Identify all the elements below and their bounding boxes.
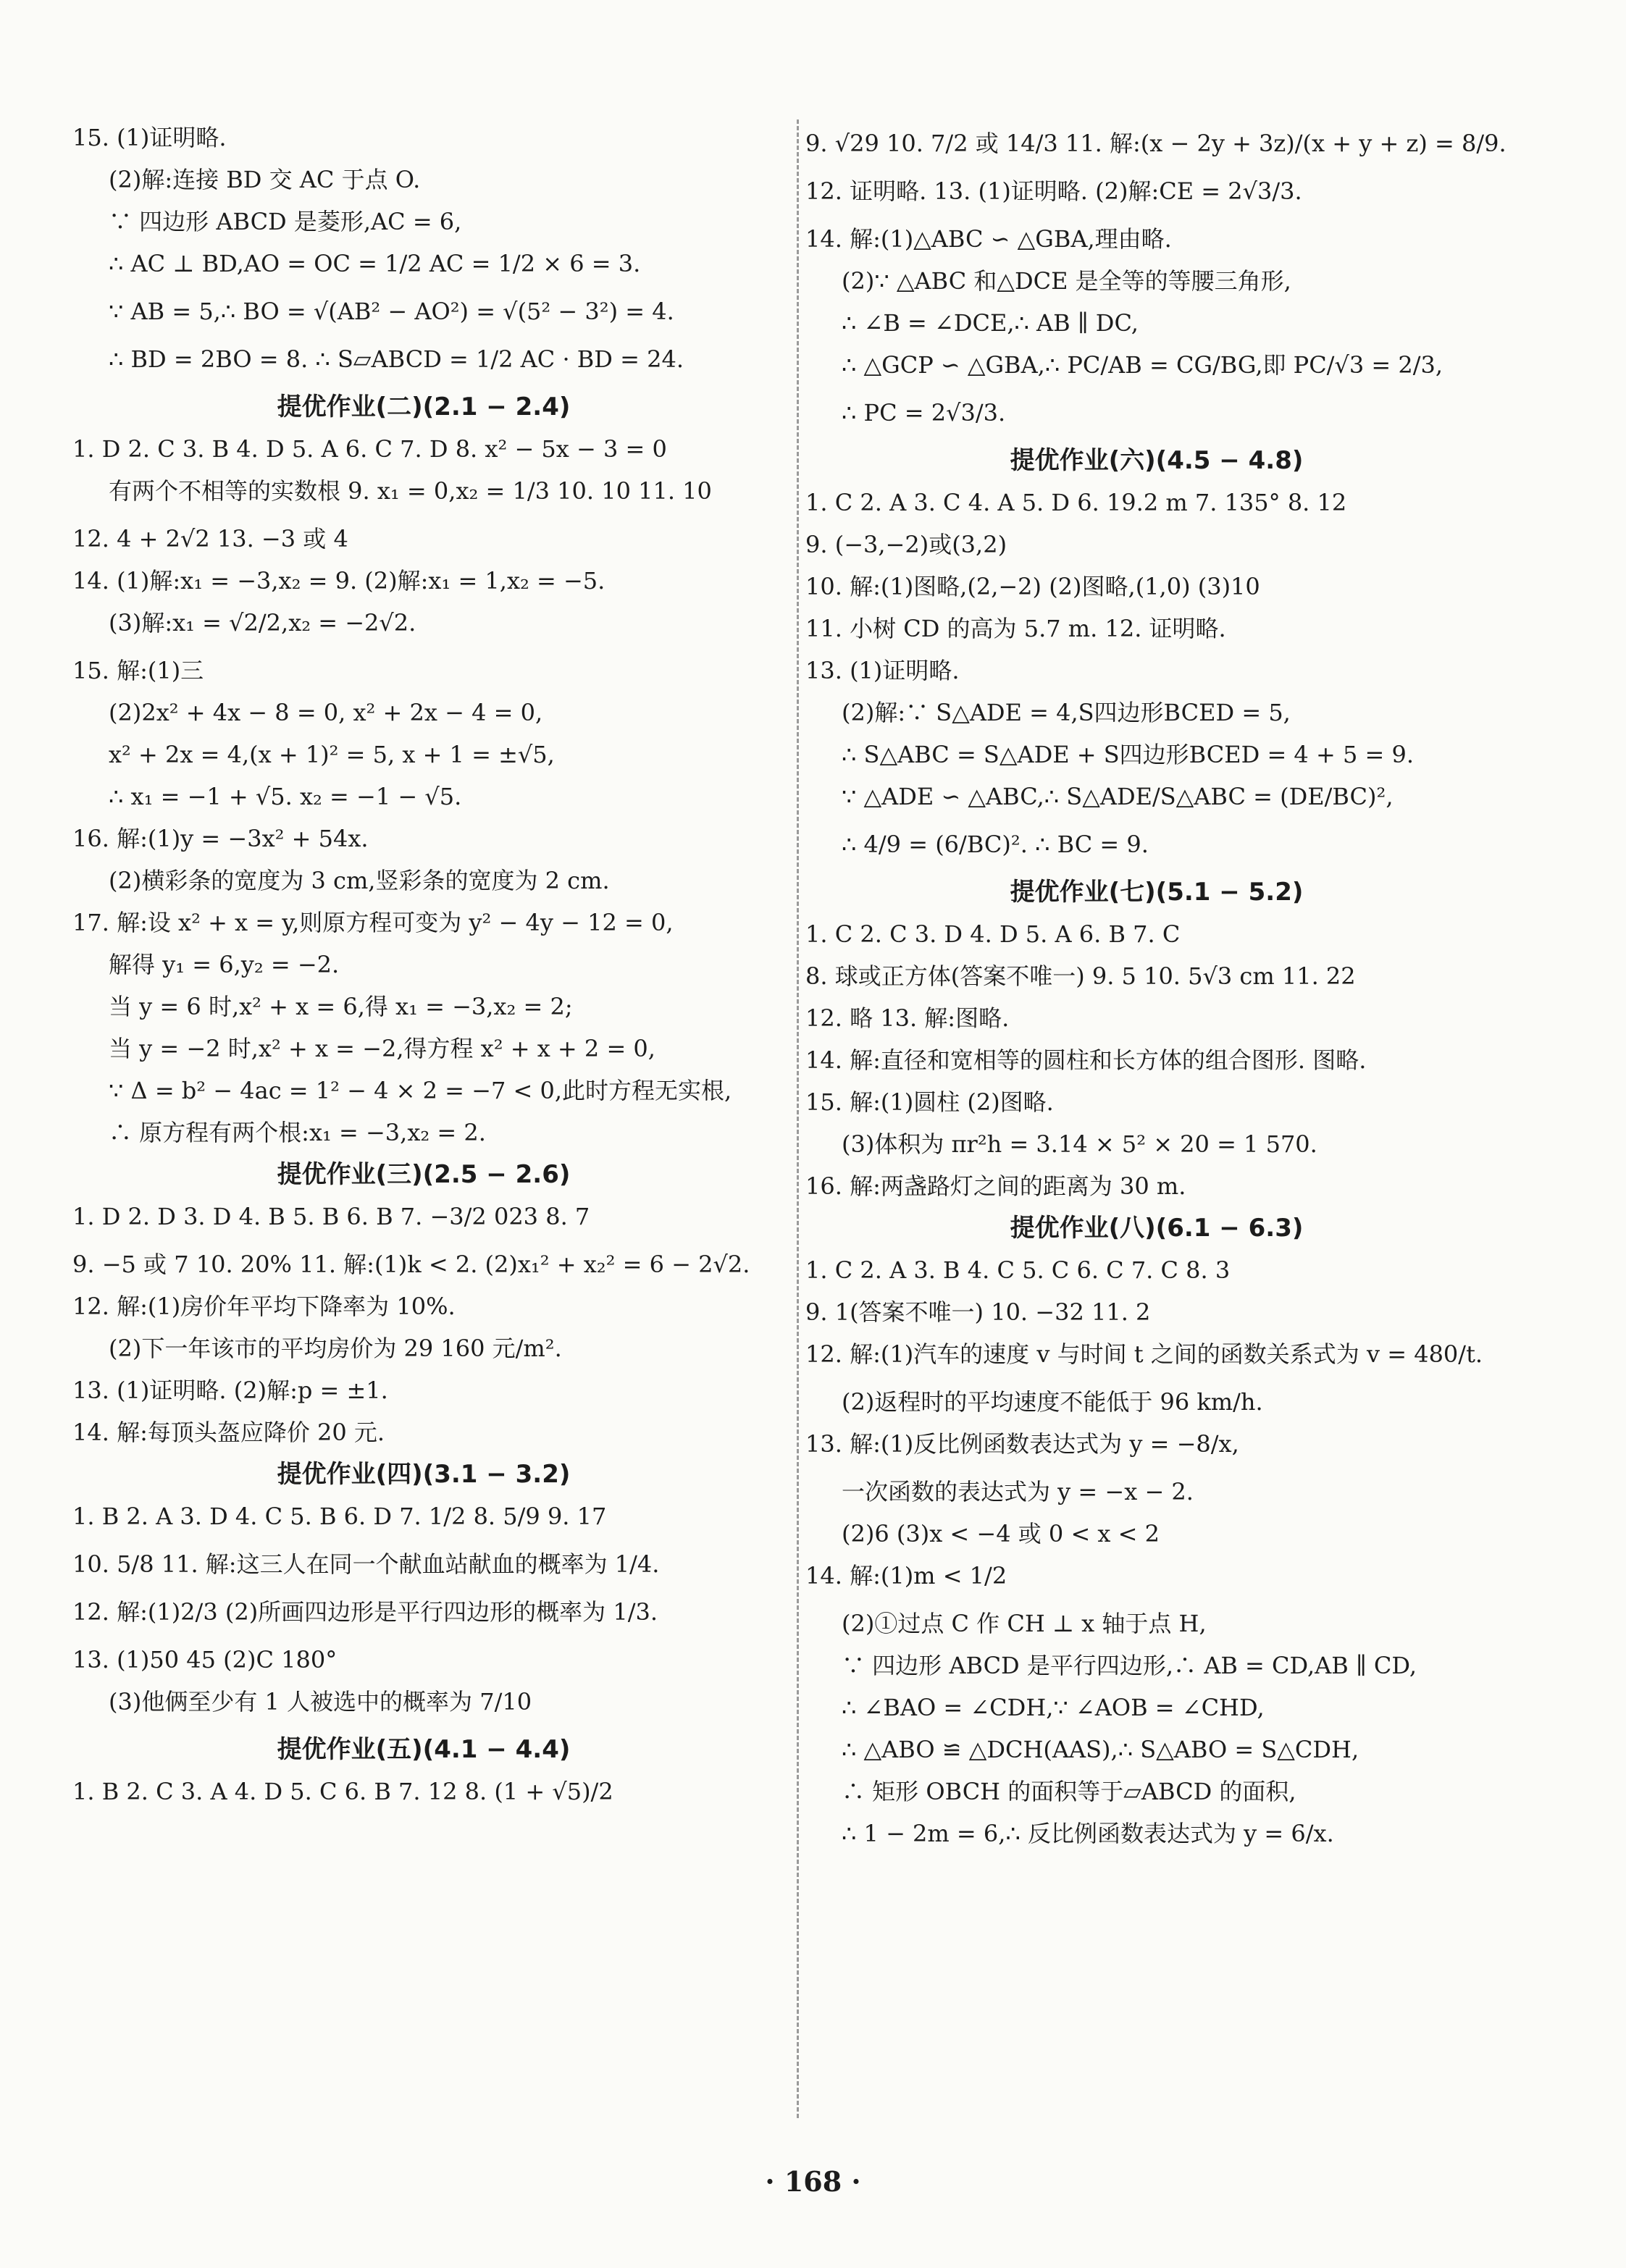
answer-line: (2)解:∵ S△ADE = 4,S四边形BCED = 5, bbox=[842, 699, 1291, 726]
answer-line: 1. C 2. C 3. D 4. D 5. A 6. B 7. C bbox=[805, 920, 1181, 948]
answer-line: 12. 4 + 2√2 13. −3 或 4 bbox=[72, 525, 348, 553]
section-heading: 提优作业(七)(5.1 − 5.2) bbox=[1010, 878, 1304, 907]
answer-line: (2)解:连接 BD 交 AC 于点 O. bbox=[109, 166, 421, 193]
answer-line: ∴ ∠BAO = ∠CDH,∵ ∠AOB = ∠CHD, bbox=[842, 1694, 1265, 1721]
answer-line: 17. 解:设 x² + x = y,则原方程可变为 y² − 4y − 12 = 0, bbox=[72, 909, 674, 936]
answer-line: 有两个不相等的实数根 9. x₁ = 0,x₂ = 1/3 10. 10 11. 10 bbox=[109, 477, 712, 505]
answer-line: 1. D 2. D 3. D 4. B 5. B 6. B 7. −3/2 023 8. 7 bbox=[72, 1203, 590, 1230]
answer-line: x² + 2x = 4,(x + 1)² = 5, x + 1 = ±√5, bbox=[109, 741, 555, 768]
answer-line: 12. 证明略. 13. (1)证明略. (2)解:CE = 2√3/3. bbox=[805, 177, 1302, 205]
answer-line: 解得 y₁ = 6,y₂ = −2. bbox=[109, 951, 340, 978]
answer-line: ∴ △GCP ∽ △GBA,∴ PC/AB = CG/BG,即 PC/√3 = 2/3, bbox=[842, 351, 1443, 379]
answer-line: (2)①过点 C 作 CH ⊥ x 轴于点 H, bbox=[842, 1610, 1207, 1637]
answer-line: ∴ 4/9 = (6/BC)². ∴ BC = 9. bbox=[842, 831, 1149, 858]
column-divider bbox=[797, 119, 799, 2118]
answer-line: 14. 解:(1)m < 1/2 bbox=[805, 1562, 1007, 1589]
answer-line: (3)解:x₁ = √2/2,x₂ = −2√2. bbox=[109, 609, 416, 637]
answer-line: 1. C 2. A 3. B 4. C 5. C 6. C 7. C 8. 3 bbox=[805, 1256, 1231, 1284]
answer-line: 9. (−3,−2)或(3,2) bbox=[805, 531, 1007, 558]
answer-line: 13. 解:(1)反比例函数表达式为 y = −8/x, bbox=[805, 1430, 1239, 1458]
answer-line: ∴ x₁ = −1 + √5. x₂ = −1 − √5. bbox=[109, 783, 462, 810]
section-heading: 提优作业(二)(2.1 − 2.4) bbox=[277, 392, 571, 421]
answer-line: 16. 解:(1)y = −3x² + 54x. bbox=[72, 825, 369, 852]
answer-line: 10. 解:(1)图略,(2,−2) (2)图略,(1,0) (3)10 bbox=[805, 573, 1260, 600]
answer-line: ∵ AB = 5,∴ BO = √(AB² − AO²) = √(5² − 3²) = 4. bbox=[109, 298, 674, 325]
answer-line: 12. 解:(1)汽车的速度 v 与时间 t 之间的函数关系式为 v = 480/t. bbox=[805, 1340, 1483, 1368]
answer-line: 14. 解:直径和宽相等的圆柱和长方体的组合图形. 图略. bbox=[805, 1046, 1367, 1074]
answer-line: ∴ ∠B = ∠DCE,∴ AB ∥ DC, bbox=[842, 309, 1139, 337]
answer-line: ∵ △ADE ∽ △ABC,∴ S△ADE/S△ABC = (DE/BC)², bbox=[842, 783, 1394, 810]
answer-line: 12. 解:(1)房价年平均下降率为 10%. bbox=[72, 1293, 456, 1320]
answer-line: 14. 解:(1)△ABC ∽ △GBA,理由略. bbox=[805, 225, 1172, 253]
answer-line: ∴ △ABO ≌ △DCH(AAS),∴ S△ABO = S△CDH, bbox=[842, 1736, 1359, 1763]
answer-line: 1. B 2. A 3. D 4. C 5. B 6. D 7. 1/2 8. 5/9 9. 17 bbox=[72, 1503, 607, 1530]
section-heading: 提优作业(八)(6.1 − 6.3) bbox=[1010, 1214, 1304, 1243]
answer-line: ∴ 原方程有两个根:x₁ = −3,x₂ = 2. bbox=[109, 1119, 486, 1146]
section-heading: 提优作业(五)(4.1 − 4.4) bbox=[277, 1735, 571, 1764]
answer-line: 1. D 2. C 3. B 4. D 5. A 6. C 7. D 8. x² − 5x − 3 = 0 bbox=[72, 435, 667, 463]
answer-line: ∴ S△ABC = S△ADE + S四边形BCED = 4 + 5 = 9. bbox=[842, 741, 1414, 768]
answer-line: 1. B 2. C 3. A 4. D 5. C 6. B 7. 12 8. (1 + √5)/2 bbox=[72, 1778, 613, 1805]
answer-line: ∴ AC ⊥ BD,AO = OC = 1/2 AC = 1/2 × 6 = 3. bbox=[109, 250, 641, 277]
section-heading: 提优作业(三)(2.5 − 2.6) bbox=[277, 1160, 571, 1189]
answer-line: 11. 小树 CD 的高为 5.7 m. 12. 证明略. bbox=[805, 615, 1226, 642]
answer-line: 16. 解:两盏路灯之间的距离为 30 m. bbox=[805, 1172, 1186, 1200]
answer-line: 当 y = −2 时,x² + x = −2,得方程 x² + x + 2 = 0, bbox=[109, 1035, 655, 1062]
answer-line: 10. 5/8 11. 解:这三人在同一个献血站献血的概率为 1/4. bbox=[72, 1550, 660, 1578]
answer-line: 13. (1)证明略. (2)解:p = ±1. bbox=[72, 1377, 388, 1404]
answer-line: 12. 略 13. 解:图略. bbox=[805, 1004, 1010, 1032]
answer-line: ∴ 矩形 OBCH 的面积等于▱ABCD 的面积, bbox=[842, 1778, 1296, 1805]
answer-line: 13. (1)证明略. bbox=[805, 657, 960, 684]
answer-line: (3)体积为 πr²h = 3.14 × 5² × 20 = 1 570. bbox=[842, 1130, 1317, 1158]
answer-line: (3)他俩至少有 1 人被选中的概率为 7/10 bbox=[109, 1688, 532, 1715]
answer-line: (2)返程时的平均速度不能低于 96 km/h. bbox=[842, 1388, 1263, 1416]
answer-line: 9. 1(答案不唯一) 10. −32 11. 2 bbox=[805, 1298, 1151, 1326]
answer-line: ∵ 四边形 ABCD 是菱形,AC = 6, bbox=[109, 208, 462, 235]
answer-line: 15. 解:(1)三 bbox=[72, 657, 204, 684]
answer-line: 一次函数的表达式为 y = −x − 2. bbox=[842, 1478, 1194, 1505]
answer-line: 13. (1)50 45 (2)C 180° bbox=[72, 1646, 338, 1673]
answer-line: 当 y = 6 时,x² + x = 6,得 x₁ = −3,x₂ = 2; bbox=[109, 993, 573, 1020]
answer-line: (2)下一年该市的平均房价为 29 160 元/m². bbox=[109, 1335, 562, 1362]
answer-line: 12. 解:(1)2/3 (2)所画四边形是平行四边形的概率为 1/3. bbox=[72, 1598, 658, 1626]
answer-line: (2)6 (3)x < −4 或 0 < x < 2 bbox=[842, 1520, 1160, 1547]
answer-line: ∴ BD = 2BO = 8. ∴ S▱ABCD = 1/2 AC · BD = 24. bbox=[109, 345, 684, 373]
answer-line: 14. (1)解:x₁ = −3,x₂ = 9. (2)解:x₁ = 1,x₂ = −5. bbox=[72, 567, 605, 595]
answer-line: (2)2x² + 4x − 8 = 0, x² + 2x − 4 = 0, bbox=[109, 699, 543, 726]
left-column bbox=[72, 123, 775, 1825]
answer-line: 14. 解:每顶头盔应降价 20 元. bbox=[72, 1419, 385, 1446]
page-number: · 168 · bbox=[765, 2165, 861, 2198]
answer-line: ∴ PC = 2√3/3. bbox=[842, 399, 1006, 427]
answer-line: 8. 球或正方体(答案不唯一) 9. 5 10. 5√3 cm 11. 22 bbox=[805, 962, 1356, 990]
answer-line: 9. −5 或 7 10. 20% 11. 解:(1)k < 2. (2)x₁² + x₂² = 6 − 2√2. bbox=[72, 1251, 750, 1278]
answer-line: 1. C 2. A 3. C 4. A 5. D 6. 19.2 m 7. 135° 8. 12 bbox=[805, 489, 1347, 516]
answer-line: 9. √29 10. 7/2 或 14/3 11. 解:(x − 2y + 3z)/(x + y + z) = 8/9. bbox=[805, 130, 1506, 157]
answer-line: ∵ Δ = b² − 4ac = 1² − 4 × 2 = −7 < 0,此时方程无实根, bbox=[109, 1077, 732, 1104]
right-column bbox=[805, 123, 1508, 1867]
answer-line: ∴ 1 − 2m = 6,∴ 反比例函数表达式为 y = 6/x. bbox=[842, 1820, 1334, 1847]
section-heading: 提优作业(六)(4.5 − 4.8) bbox=[1010, 446, 1304, 475]
section-heading: 提优作业(四)(3.1 − 3.2) bbox=[277, 1460, 571, 1489]
answer-line: (2)横彩条的宽度为 3 cm,竖彩条的宽度为 2 cm. bbox=[109, 867, 610, 894]
answer-line: 15. 解:(1)圆柱 (2)图略. bbox=[805, 1088, 1054, 1116]
answer-line: ∵ 四边形 ABCD 是平行四边形,∴ AB = CD,AB ∥ CD, bbox=[842, 1652, 1417, 1679]
answer-line: (2)∵ △ABC 和△DCE 是全等的等腰三角形, bbox=[842, 267, 1291, 295]
answer-line: 15. (1)证明略. bbox=[72, 124, 227, 151]
